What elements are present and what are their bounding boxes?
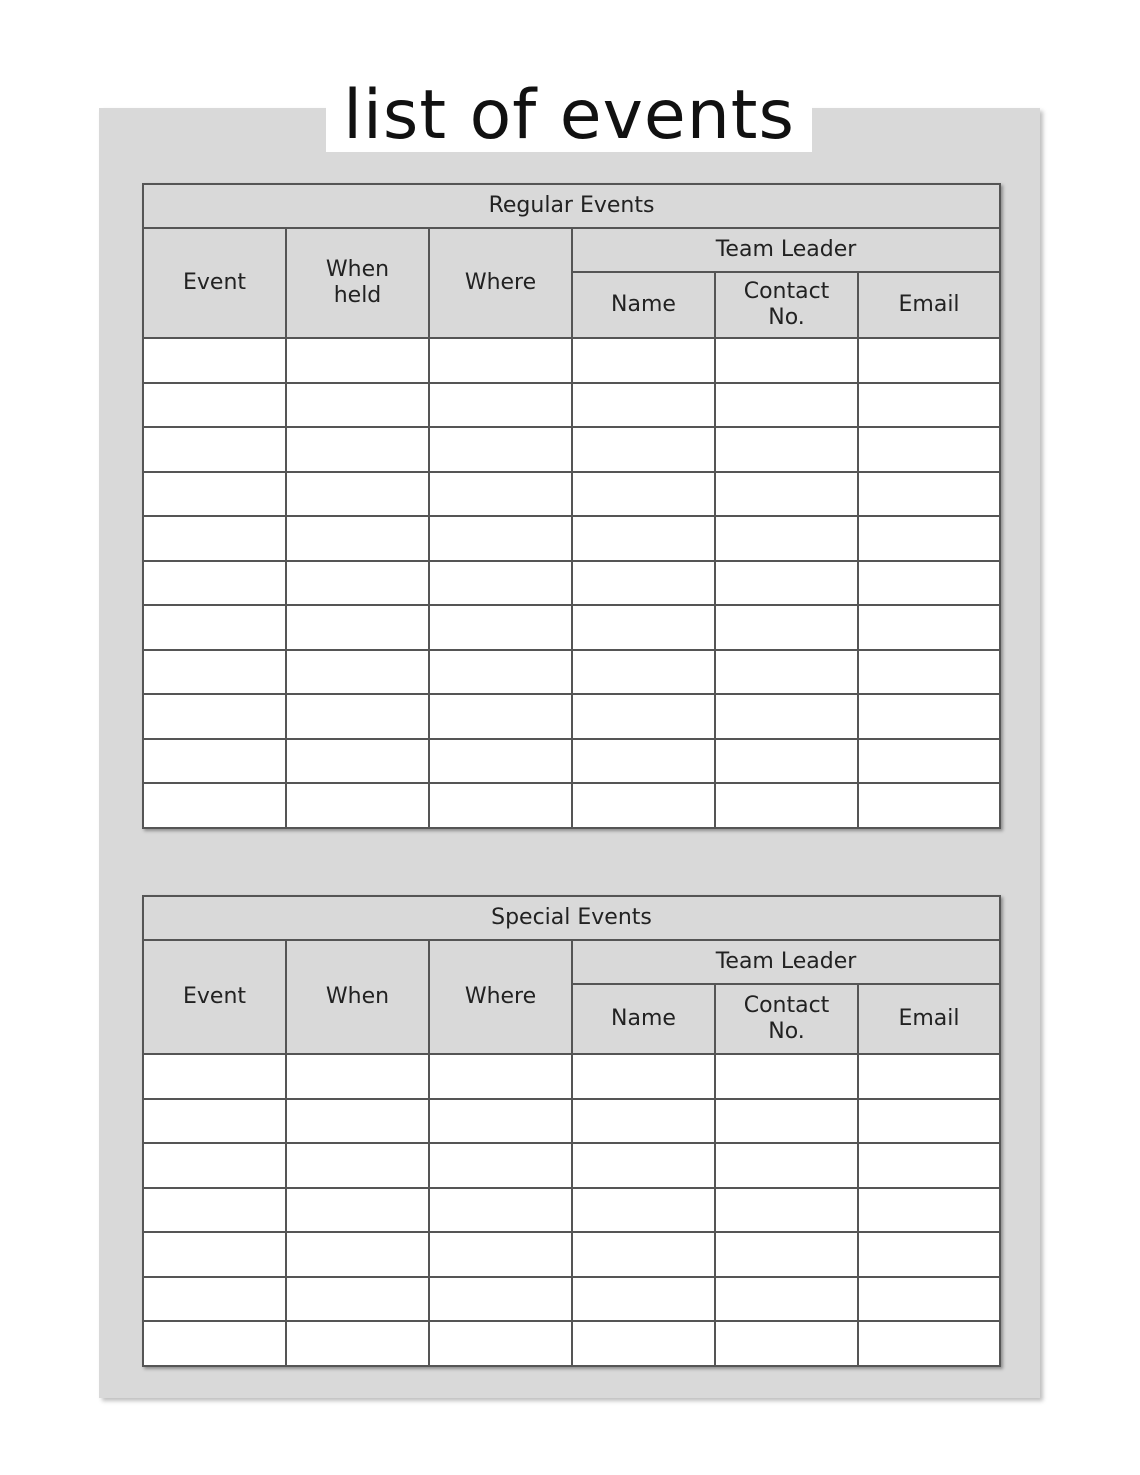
special-event-cell[interactable] bbox=[143, 1099, 286, 1144]
special-when-cell[interactable] bbox=[286, 1143, 429, 1188]
regular-table-row bbox=[143, 650, 1000, 695]
regular-event-cell[interactable] bbox=[143, 338, 286, 383]
regular-name-cell[interactable] bbox=[572, 694, 715, 739]
regular-events-section-title: Regular Events bbox=[143, 184, 1000, 228]
regular-table-row bbox=[143, 516, 1000, 561]
special-when-cell[interactable] bbox=[286, 1232, 429, 1277]
special-email-cell[interactable] bbox=[858, 1188, 1000, 1233]
special-table-row bbox=[143, 1188, 1000, 1233]
special-when-cell[interactable] bbox=[286, 1188, 429, 1233]
regular-table-row bbox=[143, 472, 1000, 517]
special-events-body bbox=[143, 1054, 1000, 1366]
special-events-table bbox=[142, 895, 1001, 1367]
special-when-header: When bbox=[286, 940, 429, 1054]
regular-where-cell[interactable] bbox=[429, 783, 572, 828]
regular-name-cell[interactable] bbox=[572, 650, 715, 695]
regular-email-cell[interactable] bbox=[858, 650, 1000, 695]
special-event-cell[interactable] bbox=[143, 1054, 286, 1099]
special-where-cell[interactable] bbox=[429, 1099, 572, 1144]
special-table-row bbox=[143, 1321, 1000, 1366]
regular-email-cell[interactable] bbox=[858, 605, 1000, 650]
regular-table-row bbox=[143, 561, 1000, 606]
regular-event-cell[interactable] bbox=[143, 427, 286, 472]
special-email-cell[interactable] bbox=[858, 1277, 1000, 1322]
regular-contact-cell[interactable] bbox=[715, 338, 858, 383]
regular-event-cell[interactable] bbox=[143, 472, 286, 517]
special-email-cell[interactable] bbox=[858, 1054, 1000, 1099]
regular-events-table bbox=[142, 183, 1001, 829]
special-contact-cell[interactable] bbox=[715, 1099, 858, 1144]
special-table-row bbox=[143, 1099, 1000, 1144]
regular-table-row bbox=[143, 383, 1000, 428]
special-event-header: Event bbox=[143, 940, 286, 1054]
regular-event-cell[interactable] bbox=[143, 605, 286, 650]
regular-email-cell[interactable] bbox=[858, 739, 1000, 784]
regular-email-cell[interactable] bbox=[858, 472, 1000, 517]
regular-contact-cell[interactable] bbox=[715, 650, 858, 695]
regular-table-row bbox=[143, 427, 1000, 472]
regular-contact-cell[interactable] bbox=[715, 516, 858, 561]
special-where-cell[interactable] bbox=[429, 1143, 572, 1188]
special-name-cell[interactable] bbox=[572, 1143, 715, 1188]
special-event-cell[interactable] bbox=[143, 1277, 286, 1322]
regular-name-cell[interactable] bbox=[572, 338, 715, 383]
regular-name-cell[interactable] bbox=[572, 605, 715, 650]
special-where-cell[interactable] bbox=[429, 1321, 572, 1366]
special-where-cell[interactable] bbox=[429, 1188, 572, 1233]
regular-event-cell[interactable] bbox=[143, 783, 286, 828]
regular-when-cell[interactable] bbox=[286, 650, 429, 695]
regular-when-header: When held bbox=[286, 228, 429, 338]
regular-event-cell[interactable] bbox=[143, 739, 286, 784]
special-events-section-title: Special Events bbox=[143, 896, 1000, 940]
regular-where-cell[interactable] bbox=[429, 383, 572, 428]
special-where-cell[interactable] bbox=[429, 1277, 572, 1322]
special-name-cell[interactable] bbox=[572, 1277, 715, 1322]
regular-event-cell[interactable] bbox=[143, 694, 286, 739]
special-where-cell[interactable] bbox=[429, 1232, 572, 1277]
regular-where-cell[interactable] bbox=[429, 472, 572, 517]
special-event-cell[interactable] bbox=[143, 1232, 286, 1277]
special-table-row bbox=[143, 1277, 1000, 1322]
special-table-row bbox=[143, 1054, 1000, 1099]
regular-event-cell[interactable] bbox=[143, 383, 286, 428]
regular-contact-header: Contact No. bbox=[715, 272, 858, 338]
regular-where-cell[interactable] bbox=[429, 694, 572, 739]
regular-events-body bbox=[143, 338, 1000, 828]
special-name-cell[interactable] bbox=[572, 1188, 715, 1233]
regular-name-cell[interactable] bbox=[572, 561, 715, 606]
special-contact-cell[interactable] bbox=[715, 1321, 858, 1366]
special-name-cell[interactable] bbox=[572, 1099, 715, 1144]
regular-where-cell[interactable] bbox=[429, 561, 572, 606]
regular-email-cell[interactable] bbox=[858, 694, 1000, 739]
regular-where-cell[interactable] bbox=[429, 516, 572, 561]
special-when-cell[interactable] bbox=[286, 1277, 429, 1322]
regular-where-cell[interactable] bbox=[429, 427, 572, 472]
title-box bbox=[326, 70, 812, 155]
special-contact-cell[interactable] bbox=[715, 1188, 858, 1233]
regular-contact-cell[interactable] bbox=[715, 472, 858, 517]
page-title: list of events bbox=[343, 76, 795, 155]
regular-when-cell[interactable] bbox=[286, 739, 429, 784]
regular-table-row bbox=[143, 739, 1000, 784]
special-when-cell[interactable] bbox=[286, 1099, 429, 1144]
special-name-header: Name bbox=[572, 984, 715, 1054]
regular-email-cell[interactable] bbox=[858, 338, 1000, 383]
regular-email-cell[interactable] bbox=[858, 383, 1000, 428]
special-contact-cell[interactable] bbox=[715, 1143, 858, 1188]
special-event-cell[interactable] bbox=[143, 1321, 286, 1366]
regular-when-cell[interactable] bbox=[286, 561, 429, 606]
special-email-header: Email bbox=[858, 984, 1000, 1054]
special-contact-header: Contact No. bbox=[715, 984, 858, 1054]
regular-event-cell[interactable] bbox=[143, 650, 286, 695]
regular-when-cell[interactable] bbox=[286, 472, 429, 517]
regular-name-cell[interactable] bbox=[572, 383, 715, 428]
regular-name-header: Name bbox=[572, 272, 715, 338]
special-email-cell[interactable] bbox=[858, 1099, 1000, 1144]
regular-when-cell[interactable] bbox=[286, 383, 429, 428]
regular-when-cell[interactable] bbox=[286, 783, 429, 828]
regular-contact-cell[interactable] bbox=[715, 427, 858, 472]
regular-email-cell[interactable] bbox=[858, 427, 1000, 472]
regular-event-cell[interactable] bbox=[143, 516, 286, 561]
regular-email-cell[interactable] bbox=[858, 561, 1000, 606]
regular-contact-cell[interactable] bbox=[715, 383, 858, 428]
special-where-header: Where bbox=[429, 940, 572, 1054]
special-when-cell[interactable] bbox=[286, 1321, 429, 1366]
regular-contact-cell[interactable] bbox=[715, 739, 858, 784]
regular-contact-cell[interactable] bbox=[715, 561, 858, 606]
regular-where-cell[interactable] bbox=[429, 739, 572, 784]
regular-name-cell[interactable] bbox=[572, 427, 715, 472]
regular-table-row bbox=[143, 605, 1000, 650]
regular-name-cell[interactable] bbox=[572, 739, 715, 784]
regular-email-header: Email bbox=[858, 272, 1000, 338]
special-event-cell[interactable] bbox=[143, 1188, 286, 1233]
regular-event-header: Event bbox=[143, 228, 286, 338]
special-name-cell[interactable] bbox=[572, 1054, 715, 1099]
special-name-cell[interactable] bbox=[572, 1232, 715, 1277]
special-table-row bbox=[143, 1232, 1000, 1277]
special-email-cell[interactable] bbox=[858, 1232, 1000, 1277]
regular-when-cell[interactable] bbox=[286, 694, 429, 739]
regular-where-header: Where bbox=[429, 228, 572, 338]
special-team-leader-header: Team Leader bbox=[572, 940, 1000, 984]
special-contact-cell[interactable] bbox=[715, 1054, 858, 1099]
regular-contact-cell[interactable] bbox=[715, 783, 858, 828]
regular-name-cell[interactable] bbox=[572, 472, 715, 517]
regular-where-cell[interactable] bbox=[429, 338, 572, 383]
special-table-row bbox=[143, 1143, 1000, 1188]
regular-contact-cell[interactable] bbox=[715, 694, 858, 739]
regular-when-cell[interactable] bbox=[286, 516, 429, 561]
regular-where-cell[interactable] bbox=[429, 650, 572, 695]
special-email-cell[interactable] bbox=[858, 1143, 1000, 1188]
special-email-cell[interactable] bbox=[858, 1321, 1000, 1366]
regular-table-row bbox=[143, 783, 1000, 828]
special-event-cell[interactable] bbox=[143, 1143, 286, 1188]
special-contact-cell[interactable] bbox=[715, 1232, 858, 1277]
regular-event-cell[interactable] bbox=[143, 561, 286, 606]
regular-contact-cell[interactable] bbox=[715, 605, 858, 650]
regular-table-row bbox=[143, 338, 1000, 383]
regular-when-cell[interactable] bbox=[286, 605, 429, 650]
regular-email-cell[interactable] bbox=[858, 516, 1000, 561]
regular-when-cell[interactable] bbox=[286, 338, 429, 383]
regular-team-leader-header: Team Leader bbox=[572, 228, 1000, 272]
special-name-cell[interactable] bbox=[572, 1321, 715, 1366]
regular-when-cell[interactable] bbox=[286, 427, 429, 472]
regular-email-cell[interactable] bbox=[858, 783, 1000, 828]
regular-name-cell[interactable] bbox=[572, 783, 715, 828]
special-where-cell[interactable] bbox=[429, 1054, 572, 1099]
regular-where-cell[interactable] bbox=[429, 605, 572, 650]
regular-name-cell[interactable] bbox=[572, 516, 715, 561]
regular-table-row bbox=[143, 694, 1000, 739]
special-when-cell[interactable] bbox=[286, 1054, 429, 1099]
special-contact-cell[interactable] bbox=[715, 1277, 858, 1322]
